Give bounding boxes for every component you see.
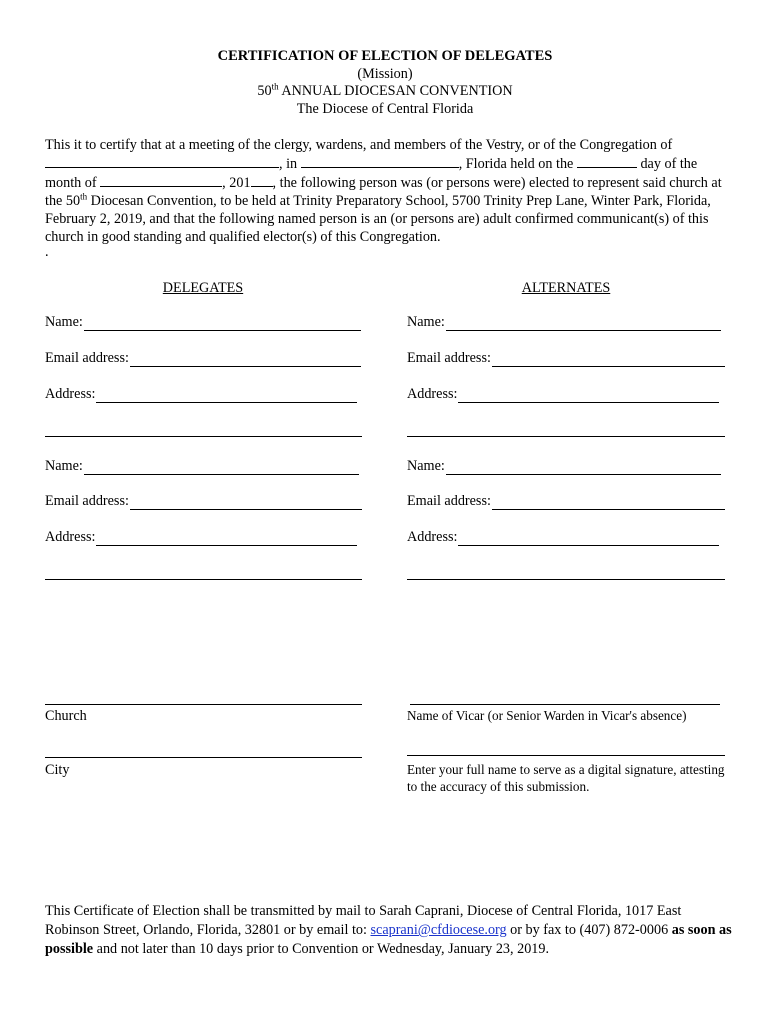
footer-text-1: This Certificate of Election shall be transmitted by mail to Sarah Caprani, Diocese of Central Florida, 1017 East Robinson Street, Orlando, Florida, 32801 or by email to: — [45, 903, 682, 938]
alternate-1-name-field[interactable] — [407, 314, 721, 331]
city-blank[interactable] — [301, 154, 459, 168]
cert-text-7: , the following person was (or persons were) elected to represent said church at the 50 — [45, 175, 722, 209]
alternate-2-address-line-2[interactable] — [407, 579, 725, 580]
cert-text-4: day of the — [640, 156, 698, 172]
alternate-2-name-field[interactable] — [407, 458, 721, 475]
delegate-2-address-line-2[interactable] — [45, 579, 362, 580]
alternate-2-address-field[interactable] — [407, 529, 719, 546]
address-label: Address: — [407, 529, 458, 545]
footer-text-2: or by fax to (407) 872-0006 — [506, 922, 672, 938]
email-link[interactable]: scaprani@cfdiocese.org — [370, 922, 507, 938]
email-label: Email address: — [407, 350, 491, 366]
email-input-line[interactable] — [492, 495, 725, 510]
name-input-line[interactable] — [84, 316, 361, 331]
email-label: Email address: — [407, 493, 491, 509]
convention-number: 50 — [257, 83, 272, 99]
delegate-2-name-field[interactable] — [45, 458, 359, 475]
cert-text-5: month of — [45, 175, 97, 191]
digital-signature-line[interactable] — [407, 755, 725, 756]
diocese-name: The Diocese of Central Florida — [296, 101, 474, 117]
stray-period: . — [45, 244, 49, 260]
alternate-1-address-field[interactable] — [407, 386, 719, 403]
alternate-1-address-line-2[interactable] — [407, 436, 725, 437]
cert-text-6: , 201 — [222, 175, 251, 191]
name-input-line[interactable] — [446, 316, 721, 331]
delegate-1-email-field[interactable] — [45, 350, 361, 367]
year-blank[interactable] — [251, 173, 273, 187]
congregation-blank[interactable] — [45, 154, 279, 168]
digital-signature-note: Enter your full name to serve as a digital signature, attesting to the accuracy of this submission. — [407, 762, 725, 794]
alternate-2-email-field[interactable] — [407, 493, 725, 510]
name-input-line[interactable] — [84, 460, 359, 475]
delegates-heading: DELEGATES — [162, 280, 244, 296]
vicar-signature-line[interactable] — [410, 704, 720, 705]
document-subtitle: (Mission) — [357, 66, 413, 82]
address-label: Address: — [407, 386, 458, 402]
cert-text-2: , in — [279, 156, 298, 172]
email-input-line[interactable] — [492, 352, 725, 367]
footer-emphasis: as soon as possible — [45, 922, 732, 957]
transmittal-instructions — [45, 902, 735, 959]
email-input-line[interactable] — [130, 352, 361, 367]
name-label: Name: — [407, 458, 445, 474]
name-label: Name: — [45, 458, 83, 474]
church-label: Church — [45, 708, 87, 724]
city-label: City — [45, 762, 70, 778]
delegate-2-address-field[interactable] — [45, 529, 357, 546]
delegate-2-email-field[interactable] — [45, 493, 362, 510]
delegate-1-address-field[interactable] — [45, 386, 357, 403]
name-label: Name: — [407, 314, 445, 330]
cert-text-3: , Florida held on the — [458, 156, 574, 172]
delegate-1-name-field[interactable] — [45, 314, 361, 331]
name-label: Name: — [45, 314, 83, 330]
certification-paragraph — [45, 136, 727, 246]
cert-sup: th — [80, 191, 88, 202]
address-input-line[interactable] — [96, 388, 357, 403]
convention-line — [0, 83, 770, 100]
address-input-line[interactable] — [458, 388, 719, 403]
delegate-1-address-line-2[interactable] — [45, 436, 362, 437]
address-input-line[interactable] — [458, 531, 719, 546]
email-label: Email address: — [45, 350, 129, 366]
email-input-line[interactable] — [130, 495, 362, 510]
address-label: Address: — [45, 529, 96, 545]
footer-text-3: and not later than 10 days prior to Convention or Wednesday, January 23, 2019. — [93, 941, 550, 957]
city-signature-line[interactable] — [45, 757, 362, 758]
alternates-heading: ALTERNATES — [521, 280, 611, 296]
alternate-1-email-field[interactable] — [407, 350, 725, 367]
convention-suffix: th — [271, 81, 279, 92]
name-input-line[interactable] — [446, 460, 721, 475]
day-blank[interactable] — [577, 154, 637, 168]
email-label: Email address: — [45, 493, 129, 509]
church-signature-line[interactable] — [45, 704, 362, 705]
document-title: CERTIFICATION OF ELECTION OF DELEGATES — [217, 48, 553, 64]
address-input-line[interactable] — [96, 531, 357, 546]
vicar-label: Name of Vicar (or Senior Warden in Vicar's absence) — [407, 708, 687, 723]
month-blank[interactable] — [100, 173, 222, 187]
convention-name: ANNUAL DIOCESAN CONVENTION — [281, 83, 513, 99]
address-label: Address: — [45, 386, 96, 402]
cert-text-1: This it to certify that at a meeting of the clergy, wardens, and members of the Vestry, or of the Congregation of — [45, 137, 673, 153]
cert-text-8: Diocesan Convention, to be held at Trinity Preparatory School, 5700 Trinity Prep Lane, Winter Park, Florida, February 2, 2019, and that the following named person is an (or persons are) adult confirmed communicant(s) of this church in good standing and qualified elector(s) of this Congregation. — [45, 193, 711, 245]
